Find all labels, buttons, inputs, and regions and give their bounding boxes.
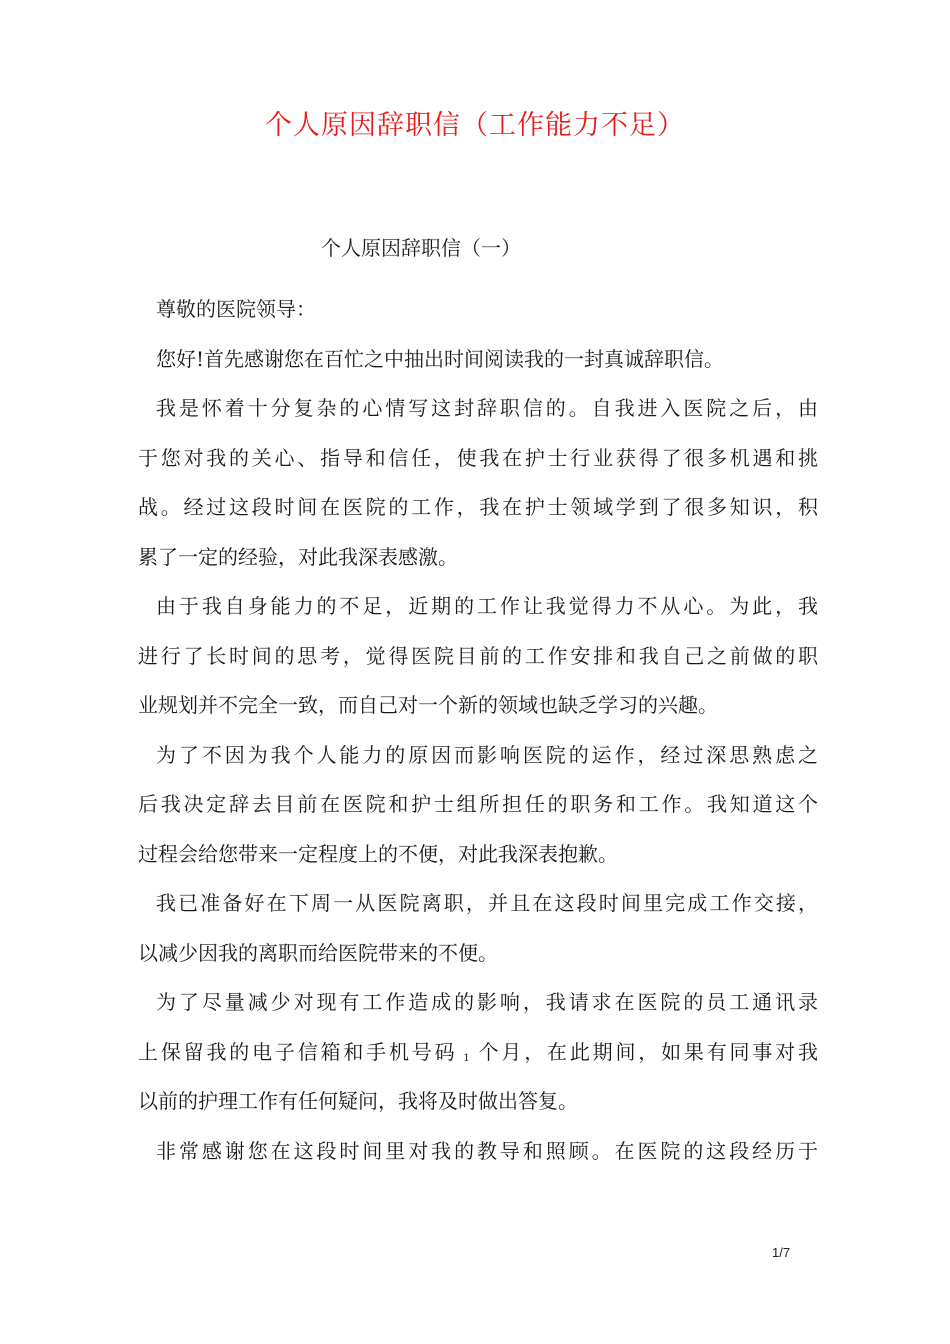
body-line: 为了不因为我个人能力的原因而影响医院的运作，经过深思熟虑之 — [156, 742, 818, 767]
body-line-part: 上保留我的电子信箱和手机号码 — [138, 1039, 458, 1064]
body-line-with-number — [138, 1028, 818, 1078]
page-number: 1/7 — [772, 1245, 791, 1260]
body-line-part: 个月，在此期间，如果有同事对我 — [475, 1039, 818, 1064]
body-line: 累了一定的经验，对此我深表感激。 — [138, 544, 458, 569]
body-line: 非常感谢您在这段时间里对我的教导和照顾。在医院的这段经历于 — [156, 1138, 818, 1163]
letter-body — [138, 285, 818, 1176]
body-line: 由于我自身能力的不足，近期的工作让我觉得力不从心。为此，我 — [156, 594, 818, 618]
body-line: 您好!首先感谢您在百忙之中抽出时间阅读我的一封真诚辞职信。 — [156, 346, 725, 371]
document-title: 个人原因辞职信（工作能力不足） — [265, 110, 685, 141]
body-line: 业规划并不完全一致，而自己对一个新的领域也缺乏学习的兴趣。 — [138, 693, 718, 717]
body-line: 我是怀着十分复杂的心情写这封辞职信的。自我进入医院之后，由 — [156, 396, 818, 420]
body-line: 进行了长时间的思考，觉得医院目前的工作安排和我自己之前做的职 — [138, 643, 818, 668]
body-line: 战。经过这段时间在医院的工作，我在护士领域学到了很多知识，积 — [138, 495, 818, 519]
inline-number: 1 — [463, 1052, 470, 1064]
greeting-line: 尊敬的医院领导： — [156, 297, 316, 321]
body-line: 以减少因我的离职而给医院带来的不便。 — [138, 940, 498, 965]
body-line: 后我决定辞去目前在医院和护士组所担任的职务和工作。我知道这个 — [138, 792, 818, 816]
letter-subtitle: 个人原因辞职信（一） — [321, 236, 521, 260]
body-line: 过程会给您带来一定程度上的不便，对此我深表抱歉。 — [138, 841, 618, 866]
body-line: 以前的护理工作有任何疑问，我将及时做出答复。 — [138, 1089, 578, 1113]
body-line: 我已准备好在下周一从医院离职，并且在这段时间里完成工作交接， — [156, 891, 818, 915]
body-line: 为了尽量减少对现有工作造成的影响，我请求在医院的员工通讯录 — [156, 990, 818, 1014]
body-line: 于您对我的关心、指导和信任，使我在护士行业获得了很多机遇和挑 — [138, 445, 818, 470]
